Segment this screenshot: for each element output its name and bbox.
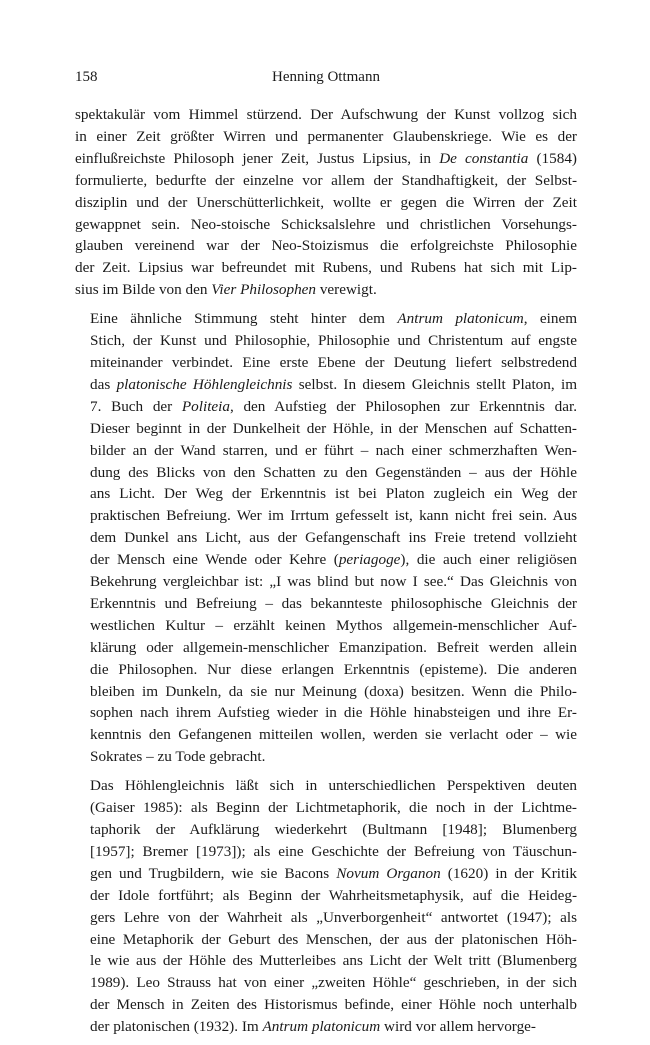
paragraph-2: [75, 308, 577, 768]
text-run: (Gaiser 1985): als Beginn der Lichtmetaphorik, die noch in der Lichtme-: [90, 799, 577, 817]
text-line: [75, 104, 577, 126]
text-run: gen und Trugbildern, wie sie Bacons: [90, 864, 337, 882]
running-head: [75, 66, 577, 88]
italic-title: Politeia: [181, 397, 230, 415]
text-run: bleiben im Dunkeln, da sie nur Meinung (doxa) besitzen. Wenn die Philo-: [90, 682, 577, 700]
text-run: die Philosophen. Nur diese erlangen Erkenntnis (episteme). Die anderen: [90, 660, 577, 678]
text-line: [75, 681, 577, 703]
text-line: [75, 637, 577, 659]
text-line: [75, 235, 577, 257]
text-line: [75, 257, 577, 279]
text-run: wird vor allem hervorge-: [380, 1018, 536, 1036]
text-run: sophen nach ihrem Aufstieg wieder in die Höhle hinabsteigen und ihre Er-: [90, 704, 577, 722]
text-run: 7. Buch der: [90, 397, 182, 415]
italic-title: periagoge: [338, 551, 401, 569]
text-line: [75, 374, 577, 396]
text-line: [75, 907, 577, 929]
book-page: [75, 66, 577, 1045]
text-run: der Mensch in Zeiten des Historismus befinde, einer Höhle noch unterhalb: [90, 996, 577, 1014]
italic-title: Antrum platonicum: [397, 310, 524, 328]
paragraph-3: [75, 775, 577, 1038]
text-run: sius im Bilde von den: [75, 281, 212, 299]
text-line: [75, 819, 577, 841]
text-run: klärung oder allgemein-menschlicher Emanzipation. Befreit werden allein: [90, 638, 577, 656]
text-run: bilder an der Wand starren, und er führt – nach einer schmerzhaften Wen-: [90, 441, 577, 459]
text-line: [75, 483, 577, 505]
text-line: [75, 615, 577, 637]
text-run: dem Dunkel ans Licht, aus der Gefangenschaft ins Freie tretend vollzieht: [90, 529, 577, 547]
text-line: [75, 746, 577, 768]
text-run: das: [90, 375, 117, 393]
text-run: [1957]; Bremer [1973]); als eine Geschichte der Befreiung von Täuschun-: [90, 842, 577, 860]
text-run: der Idole fortführt; als Beginn der Wahrheitsmetaphysik, auf die Heideg-: [90, 886, 577, 904]
text-line: [75, 702, 577, 724]
italic-title: Antrum platonicum: [262, 1018, 381, 1036]
text-run: Sokrates – zu Tode gebracht.: [90, 748, 266, 766]
text-line: [75, 418, 577, 440]
text-line: [75, 279, 577, 301]
text-line: [75, 972, 577, 994]
text-run: Eine ähnliche Stimmung steht hinter dem: [90, 310, 398, 328]
text-run: (1584): [528, 149, 577, 167]
text-run: disziplin und der Unerschütterlichkeit, wollte er gegen die Wirren der Zeit: [75, 193, 577, 211]
text-line: [75, 885, 577, 907]
text-run: glauben vereinend war der Neo-Stoizismus die erfolgreichste Philosophie: [75, 237, 577, 255]
text-run: einflußreichste Philosoph jener Zeit, Justus Lipsius, in: [75, 149, 440, 167]
text-run: kenntnis den Gefangenen mitteilen wollen, werden sie verlacht oder – wie: [90, 726, 577, 744]
text-run: 1989). Leo Strauss hat von einer „zweiten Höhle“ geschrieben, in der sich: [90, 974, 577, 992]
italic-title: Vier Philosophen: [211, 281, 317, 299]
text-line: [75, 192, 577, 214]
text-line: [75, 571, 577, 593]
italic-title: De constantia: [439, 149, 529, 167]
text-run: Das Höhlengleichnis läßt sich in unterschiedlichen Perspektiven deuten: [90, 777, 577, 795]
text-line: [75, 527, 577, 549]
text-run: der platonischen (1932). Im: [90, 1018, 263, 1036]
text-line: [75, 330, 577, 352]
text-line: [75, 505, 577, 527]
text-line: [75, 841, 577, 863]
text-run: in einer Zeit größter Wirren und permanenter Glaubenskriege. Wie es der: [75, 127, 577, 145]
text-run: Stich, der Kunst und Philosophie, Philosophie und Christentum auf engste: [90, 332, 577, 350]
italic-title: platonische Höhlengleichnis: [116, 375, 293, 393]
text-run: formulierte, bedurfte der einzelne vor allem der Standhaftigkeit, der Selbst-: [75, 171, 577, 189]
text-line: [75, 994, 577, 1016]
text-line: [75, 659, 577, 681]
text-run: selbst. In diesem Gleichnis stellt Platon, im: [292, 375, 578, 393]
text-run: eine Metaphorik der Geburt des Menschen, der aus der platonischen Höh-: [90, 930, 577, 948]
text-run: , den Aufstieg der Philosophen zur Erkenntnis dar.: [229, 397, 577, 415]
text-run: gewappnet sein. Neo-stoische Schicksalslehre und christlichen Vorsehungs-: [75, 215, 577, 233]
text-line: [75, 126, 577, 148]
text-line: [75, 549, 577, 571]
text-line: [75, 593, 577, 615]
italic-title: Novum Organon: [336, 864, 441, 882]
text-line: [75, 440, 577, 462]
text-run: der Mensch eine Wende oder Kehre (: [90, 551, 339, 569]
page-number: 158: [75, 69, 98, 85]
body-text: [75, 104, 577, 1038]
text-run: dung des Blicks von den Schatten zu den Gegenständen – aus der Höhle: [90, 463, 577, 481]
text-run: gers Lehre von der Wahrheit als „Unverborgenheit“ antwortet (1947); als: [90, 908, 577, 926]
text-run: Erkenntnis und Befreiung – das bekannteste philosophische Gleichnis der: [90, 594, 577, 612]
text-line: [75, 1016, 577, 1038]
text-line: [75, 462, 577, 484]
text-run: Dieser beginnt in der Dunkelheit der Höhle, in der Menschen auf Schatten-: [90, 419, 577, 437]
text-line: [75, 308, 577, 330]
paragraph-1: [75, 104, 577, 301]
text-run: miteinander verbindet. Eine erste Ebene der Deutung liefert selbstredend: [90, 353, 577, 371]
text-run: ans Licht. Der Weg der Erkenntnis ist bei Platon zugleich ein Weg der: [90, 485, 577, 503]
text-run: verewigt.: [316, 281, 377, 299]
text-line: [75, 929, 577, 951]
text-run: der Zeit. Lipsius war befreundet mit Rubens, und Rubens hat sich mit Lip-: [75, 259, 577, 277]
text-run: le wie aus der Höhle des Mutterleibes ans Licht der Welt tritt (Blumenberg: [90, 952, 577, 970]
text-line: [75, 148, 577, 170]
text-line: [75, 724, 577, 746]
text-run: westlichen Kultur – erzählt keinen Mythos allgemein-menschlicher Auf-: [90, 616, 577, 634]
text-run: (1620) in der Kritik: [440, 864, 578, 882]
text-run: spektakulär vom Himmel stürzend. Der Aufschwung der Kunst vollzog sich: [75, 106, 577, 123]
text-line: [75, 396, 577, 418]
text-line: [75, 170, 577, 192]
text-line: [75, 797, 577, 819]
text-line: [75, 352, 577, 374]
running-title-author: Henning Ottmann: [272, 69, 380, 85]
text-line: [75, 863, 577, 885]
text-run: praktischen Befreiung. Wer im Irrtum gefesselt ist, kann nicht frei sein. Aus: [90, 507, 577, 525]
text-run: Bekehrung vergleichbar ist: „I was blind but now I see.“ Das Gleichnis von: [90, 573, 577, 591]
text-run: ), die auch einer religiösen: [400, 551, 577, 569]
text-run: taphorik der Aufklärung wiederkehrt (Bultmann [1948]; Blumenberg: [90, 821, 577, 838]
text-line: [75, 775, 577, 797]
text-line: [75, 214, 577, 236]
text-run: , einem: [523, 310, 578, 328]
text-line: [75, 950, 577, 972]
